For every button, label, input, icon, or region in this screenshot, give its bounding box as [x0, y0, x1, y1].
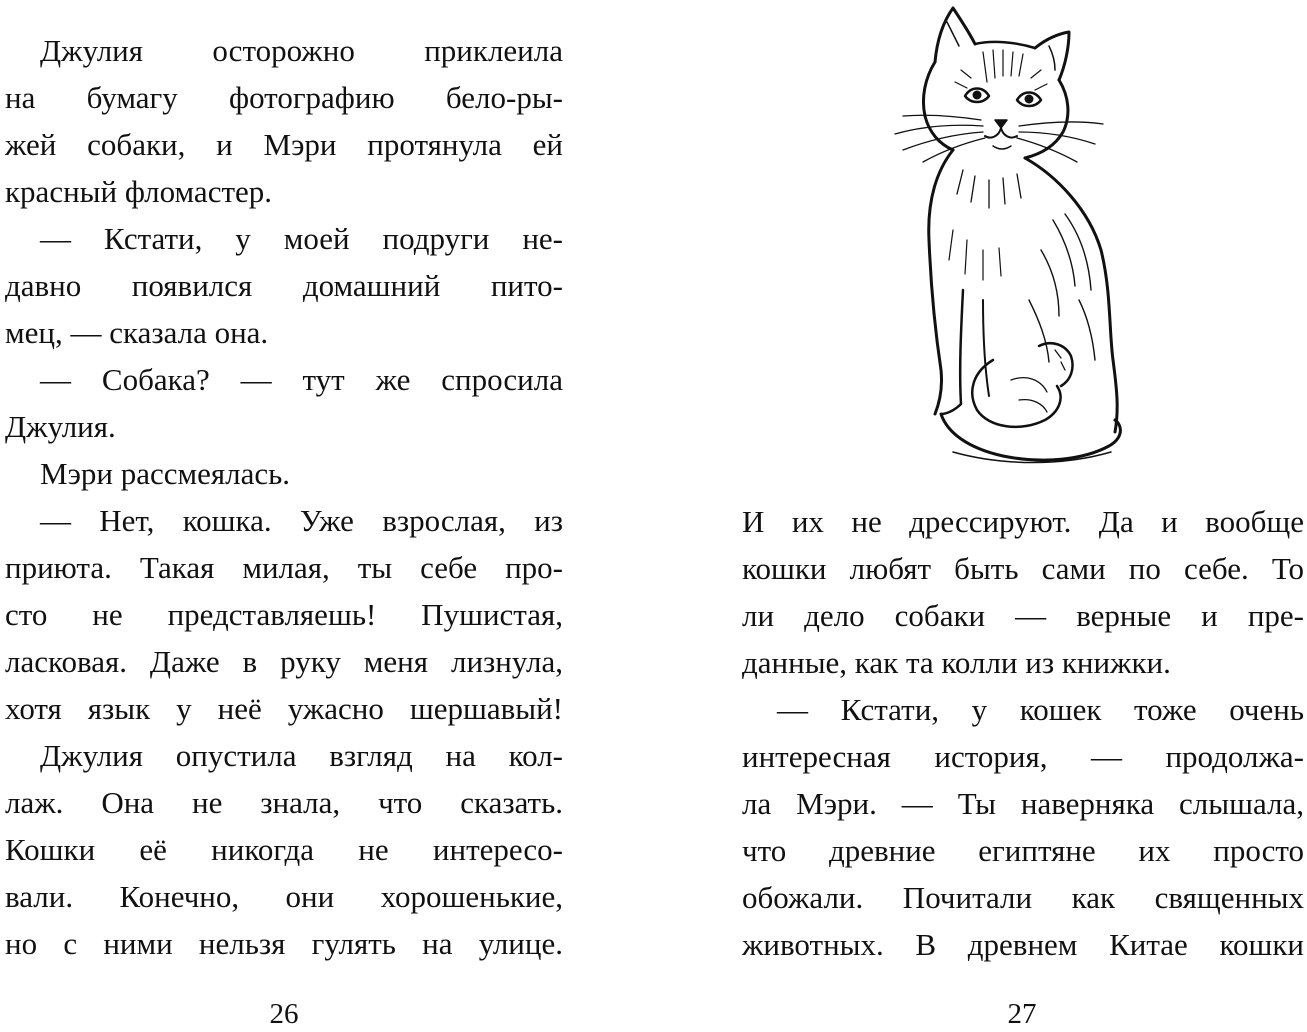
text-line: И их не дрессируют. Да и вообще: [742, 504, 1304, 539]
text-line: давно появился домашний пито-: [5, 268, 563, 303]
right-page: [653, 0, 1307, 1032]
text-line: ласковая. Даже в руку меня лизнула,: [5, 644, 563, 679]
text-line: ла Мэри. — Ты наверняка слышала,: [742, 786, 1304, 821]
right-page-text: [742, 498, 1304, 968]
text-line: мец, — сказала она.: [5, 315, 269, 350]
cat-illustration: [843, 0, 1183, 475]
text-line: лаж. Она не знала, что сказать.: [5, 785, 563, 820]
text-line: жей собаки, и Мэри протянула ей: [5, 127, 563, 162]
text-line: ли дело собаки — верные и пре-: [742, 598, 1304, 633]
text-line: животных. В древнем Китае кошки: [742, 927, 1304, 962]
text-line: что древние египтяне их просто: [742, 833, 1304, 868]
text-line: Джулия осторожно приклеила: [40, 33, 563, 68]
text-line: вали. Конечно, они хорошенькие,: [5, 879, 563, 914]
text-line: хотя язык у неё ужасно шершавый!: [5, 691, 563, 726]
page-number: 27: [1007, 998, 1037, 1030]
text-line: Мэри рассмеялась.: [40, 456, 290, 491]
text-line: приюта. Такая милая, ты себе про-: [5, 550, 563, 585]
text-line: интересная история, — продолжа-: [742, 739, 1304, 774]
text-line: красный фломастер.: [5, 174, 273, 209]
text-line: Джулия опустила взгляд на кол-: [40, 738, 563, 773]
text-line: — Собака? — тут же спросила: [40, 362, 563, 397]
text-line: — Кстати, у моей подруги не-: [40, 221, 563, 256]
text-line: на бумагу фотографию бело-ры-: [5, 80, 563, 115]
text-line: обожали. Почитали как священных: [742, 880, 1304, 915]
text-line: — Нет, кошка. Уже взрослая, из: [40, 503, 563, 538]
text-line: но с ними нельзя гулять на улице.: [5, 926, 563, 961]
text-line: — Кстати, у кошек тоже очень: [777, 692, 1304, 727]
text-line: данные, как та колли из книжки.: [742, 645, 1171, 680]
text-line: сто не представляешь! Пушистая,: [5, 597, 563, 632]
text-line: кошки любят быть сами по себе. То: [742, 551, 1304, 586]
left-page-text: [5, 27, 563, 967]
text-line: Джулия.: [5, 409, 116, 444]
page-number: 26: [269, 998, 299, 1030]
left-page: [0, 0, 653, 1032]
text-line: Кошки её никогда не интересо-: [5, 832, 563, 867]
